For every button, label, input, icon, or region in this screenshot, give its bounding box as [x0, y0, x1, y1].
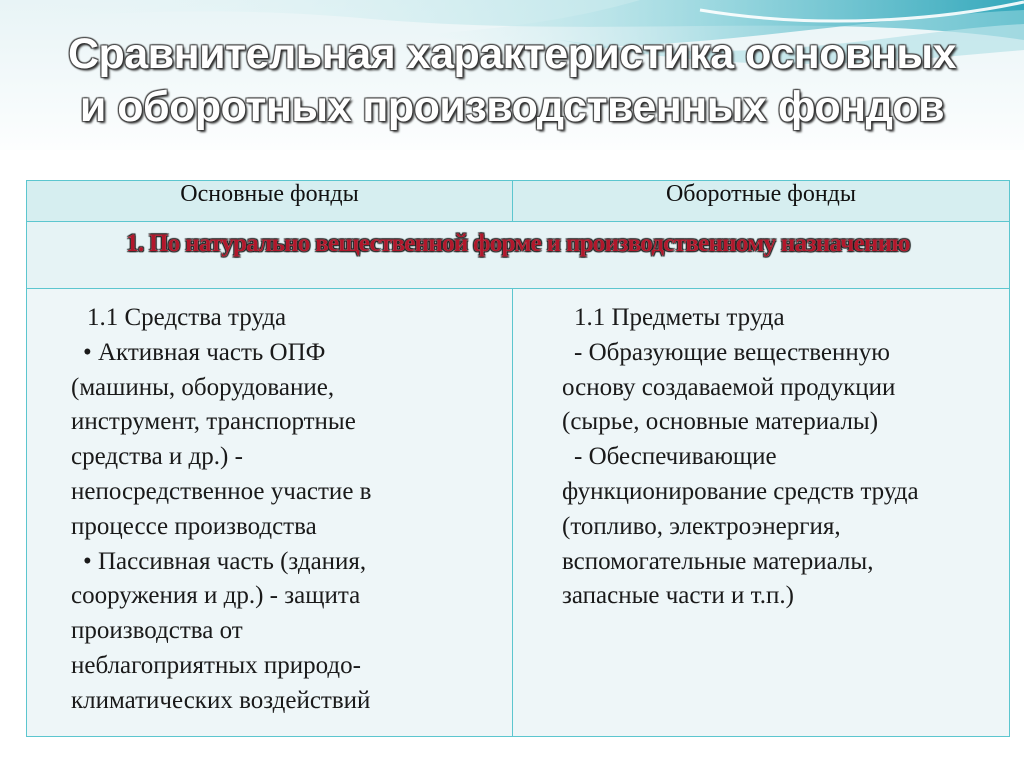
left-line: климатических воздействий [71, 686, 371, 714]
slide-title-line-1: Сравнительная характеристика основных [67, 30, 957, 78]
left-line: неблагоприятных природо- [71, 651, 361, 679]
slide-title [0, 28, 1024, 134]
left-line: • Активная часть ОПФ [83, 338, 326, 366]
left-line: непосредственное участие в [71, 477, 372, 505]
criterion-label: 1. По натурально вещественной форме и производственному назначению [126, 230, 910, 257]
right-line: (сырье, основные материалы) [562, 408, 879, 436]
left-line: инструмент, транспортные [71, 408, 356, 436]
left-line: сооружения и др.) - защита [71, 582, 361, 610]
fixed-assets-cell [27, 289, 513, 737]
right-line: вспомогательные материалы, [562, 547, 874, 575]
left-line: (машины, оборудование, [71, 373, 335, 401]
right-line: запасные части и т.п.) [562, 582, 794, 610]
right-line: - Обеспечивающие [574, 443, 777, 471]
right-line: (топливо, электроэнергия, [562, 512, 841, 540]
right-line: основу создаваемой продукции [562, 373, 896, 401]
left-line: • Пассивная часть (здания, [83, 547, 367, 575]
header-working-assets: Оборотные фонды [513, 181, 1010, 222]
right-heading: 1.1 Предметы труда [574, 304, 785, 331]
right-line: - Образующие вещественную [574, 338, 890, 366]
right-line: функционирование средств труда [562, 477, 919, 505]
header-fixed-assets: Основные фонды [27, 181, 513, 222]
left-line: производства от [71, 617, 243, 645]
left-heading: 1.1 Средства труда [87, 304, 287, 331]
slide-title-line-2: и оборотных производственных фондов [79, 83, 945, 131]
left-line: процессе производства [71, 512, 317, 540]
criterion-row [27, 222, 1010, 289]
table-header-row [27, 181, 1010, 222]
left-line: средства и др.) - [71, 443, 243, 471]
table-body-row [27, 289, 1010, 737]
comparison-table [26, 180, 1010, 737]
working-assets-cell [513, 289, 1010, 737]
